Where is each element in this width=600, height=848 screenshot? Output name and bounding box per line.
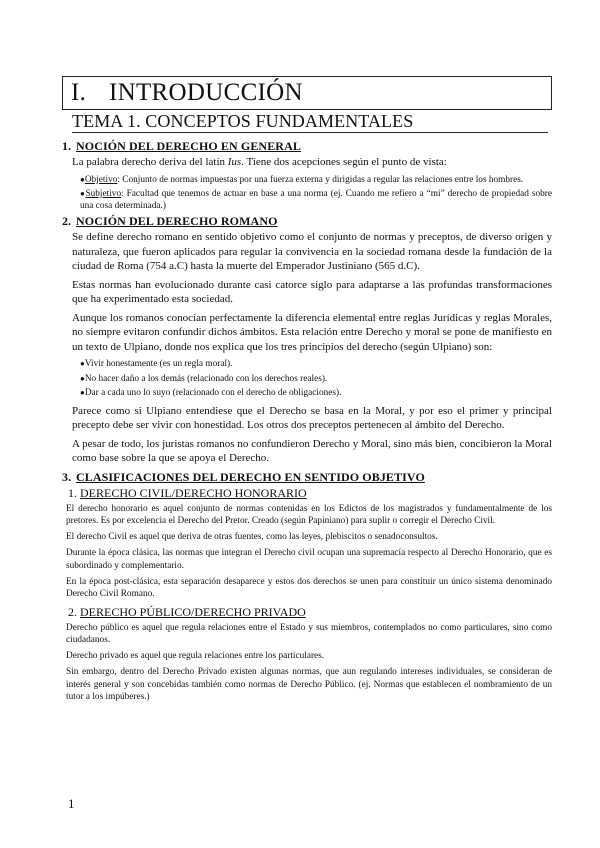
tema-title: TEMA 1. CONCEPTOS FUNDAMENTALES — [72, 110, 548, 133]
subsection-1-number: 1. — [68, 485, 77, 500]
paragraph: A pesar de todo, los juristas romanos no confundieron Derecho y Moral, sino más bien, concibieron la Moral como base sobre la que se apoya el Derecho. — [72, 437, 552, 464]
list-item — [80, 373, 552, 386]
intro-term: Ius — [227, 156, 242, 168]
section-1-title: NOCIÓN DEL DERECHO EN GENERAL — [76, 139, 301, 153]
part-heading — [62, 76, 552, 110]
paragraph: El derecho Civil es aquel que deriva de otras fuentes, como las leyes, plebiscitos o senadoconsultos. — [66, 532, 438, 543]
list-item — [80, 387, 552, 400]
paragraph: En la época post-clásica, esta separación desaparece y estos dos derechos se unen para constituir un único sistema denominado Derecho Civil Romano. — [66, 576, 552, 600]
bullet-icon: ● — [80, 388, 85, 397]
bullet-text: : Facultad que tenemos de actuar en base a una norma (ej. Cuando me refiero a “mi” derecho de propiedad sobre una cosa determinada.) — [80, 189, 552, 211]
list-item — [80, 188, 552, 212]
subsection-2-heading — [68, 605, 552, 619]
paragraph: Sin embargo, dentro del Derecho Privado existen algunas normas, que aun regulando intereses individuales, se consideran de interés general y son concebidas también como normas de Derecho Público. (ej. Normas que establecen el nombramiento de un tutor a los impúberes.) — [66, 667, 552, 703]
bullet-text: Dar a cada uno lo suyo (relacionado con el derecho de obligaciones). — [84, 388, 342, 398]
paragraph: Estas normas han evolucionado durante casi catorce siglo para adaptarse a las profundas transformaciones que ha experimentado esta sociedad. — [72, 278, 552, 305]
bullet-text: Vivir honestamente (es un regla moral). — [84, 359, 233, 369]
subsection-1-heading — [68, 486, 552, 500]
section-2-title: NOCIÓN DEL DERECHO ROMANO — [76, 214, 278, 228]
bullet-label: Subjetivo — [85, 189, 122, 199]
bullet-label: Objetivo — [84, 174, 118, 185]
section-3-number: 3. — [62, 469, 72, 484]
subsection-2-title: DERECHO PÚBLICO/DERECHO PRIVADO — [80, 604, 306, 619]
paragraph: Durante la época clásica, las normas que integran el Derecho civil ocupan una supremacía respecto al Derecho Honorario, que es subordinado y complementario. — [66, 548, 552, 571]
subsection-2-number: 2. — [68, 604, 77, 619]
part-title: INTRODUCCIÓN — [109, 79, 303, 106]
paragraph: Se define derecho romano en sentido objetivo como el conjunto de normas y preceptos, de diverso origen y naturaleza, que fueron aplicados para regular la convivencia en la sociedad romana desde la fundación de la ciudad de Roma (754 a.C) hasta la muerte del Emperador Justiniano (565 d.C). — [72, 231, 552, 272]
content — [62, 137, 552, 707]
section-1-number: 1. — [62, 139, 72, 153]
paragraph: Derecho público es aquel que regula relaciones entre el Estado y sus miembros, contemplados no como particulares, sino como ciudadanos. — [66, 622, 552, 645]
part-number: I. — [71, 79, 87, 106]
section-3-title: CLASIFICACIONES DEL DERECHO EN SENTIDO OBJETIVO — [76, 469, 425, 484]
bullet-text: : Conjunto de normas impuestas por una fuerza externa y dirigidas a regular las relaciones entre los hombres. — [117, 174, 524, 185]
paragraph: Parece como si Ulpiano entendiese que el Derecho se basa en la Moral, y por eso el primer y principal precepto debe ser vivir con honestidad. Los otros dos preceptos pertenecen al ámbito del Derecho. — [72, 404, 552, 431]
paragraph: Aunque los romanos conocían perfectamente la diferencia elemental entre reglas Jurídicas y reglas Morales, no siempre evitaron confundir dichos ámbitos. Esta relación entre Derecho y moral se pone de manifiesto en un texto de Ulpiano, donde nos explica que los tres principios del derecho (según Ulpiano) son: — [72, 311, 552, 353]
bullet-text: No hacer daño a los demás (relacionado con los derechos reales). — [84, 373, 328, 384]
section-1-heading — [62, 139, 552, 153]
section-1-intro — [72, 155, 552, 170]
list-item — [80, 174, 552, 187]
bullet-icon: ● — [80, 359, 85, 368]
intro-text-b: . Tiene dos acepciones según el punto de vista: — [241, 156, 447, 168]
subsection-1-title: DERECHO CIVIL/DERECHO HONORARIO — [80, 485, 307, 500]
list-item — [80, 358, 552, 371]
section-2-number: 2. — [62, 214, 72, 228]
bullet-icon: ● — [80, 189, 86, 198]
page-number: 1 — [68, 796, 75, 811]
section-3-heading — [62, 470, 552, 484]
paragraph: El derecho honorario es aquel conjunto de normas contenidas en los Edictos de los magistrados y fundamentalmente de los pretores. Es por excelencia el Derecho del Pretor. Creado (según Papiniano) para suplir o corregir el Derecho Civil. — [66, 503, 552, 526]
intro-text-a: La palabra derecho deriva del latín — [72, 156, 228, 168]
bullet-icon: ● — [80, 174, 85, 184]
bullet-icon: ● — [80, 373, 85, 383]
paragraph: Derecho privado es aquel que regula relaciones entre los particulares. — [66, 651, 325, 662]
section-2-heading — [62, 214, 552, 228]
